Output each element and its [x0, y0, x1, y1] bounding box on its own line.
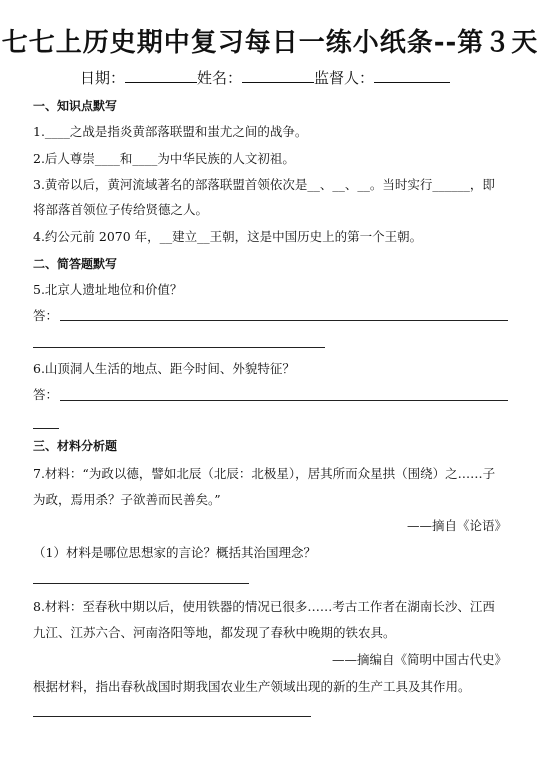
section-heading-knowledge: 一、知识点默写: [33, 99, 118, 113]
answer-line-5b[interactable]: [33, 347, 325, 348]
section-heading-short-answer: 二、简答题默写: [33, 257, 118, 271]
question-5: 5.北京人遗址地位和价值？: [33, 282, 183, 297]
page-title: 七七上历史期中复习每日一练小纸条--第３天: [1, 28, 539, 58]
question-4: 4.约公元前 2070 年，__建立__王朝，这是中国历史上的第一个王朝。: [33, 229, 423, 244]
question-8-line-2: 九江、江苏六合、河南洛阳等地，都发现了春秋中晚期的铁农具。: [33, 625, 396, 640]
section-heading-material: 三、材料分析题: [33, 439, 118, 453]
question-7-line-2: 为政，焉用杀？子欲善而民善矣。”: [33, 492, 221, 507]
answer-line-6a[interactable]: [60, 400, 508, 401]
question-6: 6.山顶洞人生活的地点、距今时间、外貌特征？: [33, 361, 295, 376]
supervisor-label: 监督人：: [314, 69, 375, 87]
date-label: 日期：: [80, 69, 126, 87]
header-fields: [80, 68, 450, 88]
question-7-line-1: 7.材料：“为政以德，譬如北辰（北辰：北极星），居其所而众星拱（围绕）之……子: [33, 466, 496, 481]
question-6-answer-label: 答：: [33, 387, 59, 402]
supervisor-blank[interactable]: [374, 68, 450, 83]
question-7-subquestion: （1）材料是哪位思想家的言论？概括其治国理念？: [33, 545, 316, 560]
question-8-subquestion: 根据材料，指出春秋战国时期我国农业生产领域出现的新的生产工具及其作用。: [33, 679, 471, 694]
answer-line-5a[interactable]: [60, 320, 508, 321]
name-blank[interactable]: [242, 68, 314, 83]
question-8-line-1: 8.材料：至春秋中期以后，使用铁器的情况已很多……考古工作者在湖南长沙、江西: [33, 599, 495, 614]
question-2: 2.后人尊崇____和____为中华民族的人文初祖。: [33, 151, 295, 166]
date-blank[interactable]: [125, 68, 197, 83]
answer-line-7[interactable]: [33, 583, 249, 584]
answer-line-8[interactable]: [33, 716, 311, 717]
question-7-source: ——摘自《论语》: [406, 518, 507, 533]
question-3-line-2: 将部落首领位子传给贤德之人。: [33, 202, 209, 217]
question-5-answer-label: 答：: [33, 308, 59, 323]
question-3-line-1: 3.黄帝以后，黄河流域著名的部落联盟首领依次是__、__、__。当时实行______，即: [33, 177, 495, 192]
question-8-source: ——摘编自《简明中国古代史》: [331, 652, 507, 667]
question-1: 1.____之战是指炎黄部落联盟和蚩尤之间的战争。: [33, 124, 308, 139]
answer-line-6b[interactable]: [33, 428, 59, 429]
name-label: 姓名：: [197, 69, 243, 87]
